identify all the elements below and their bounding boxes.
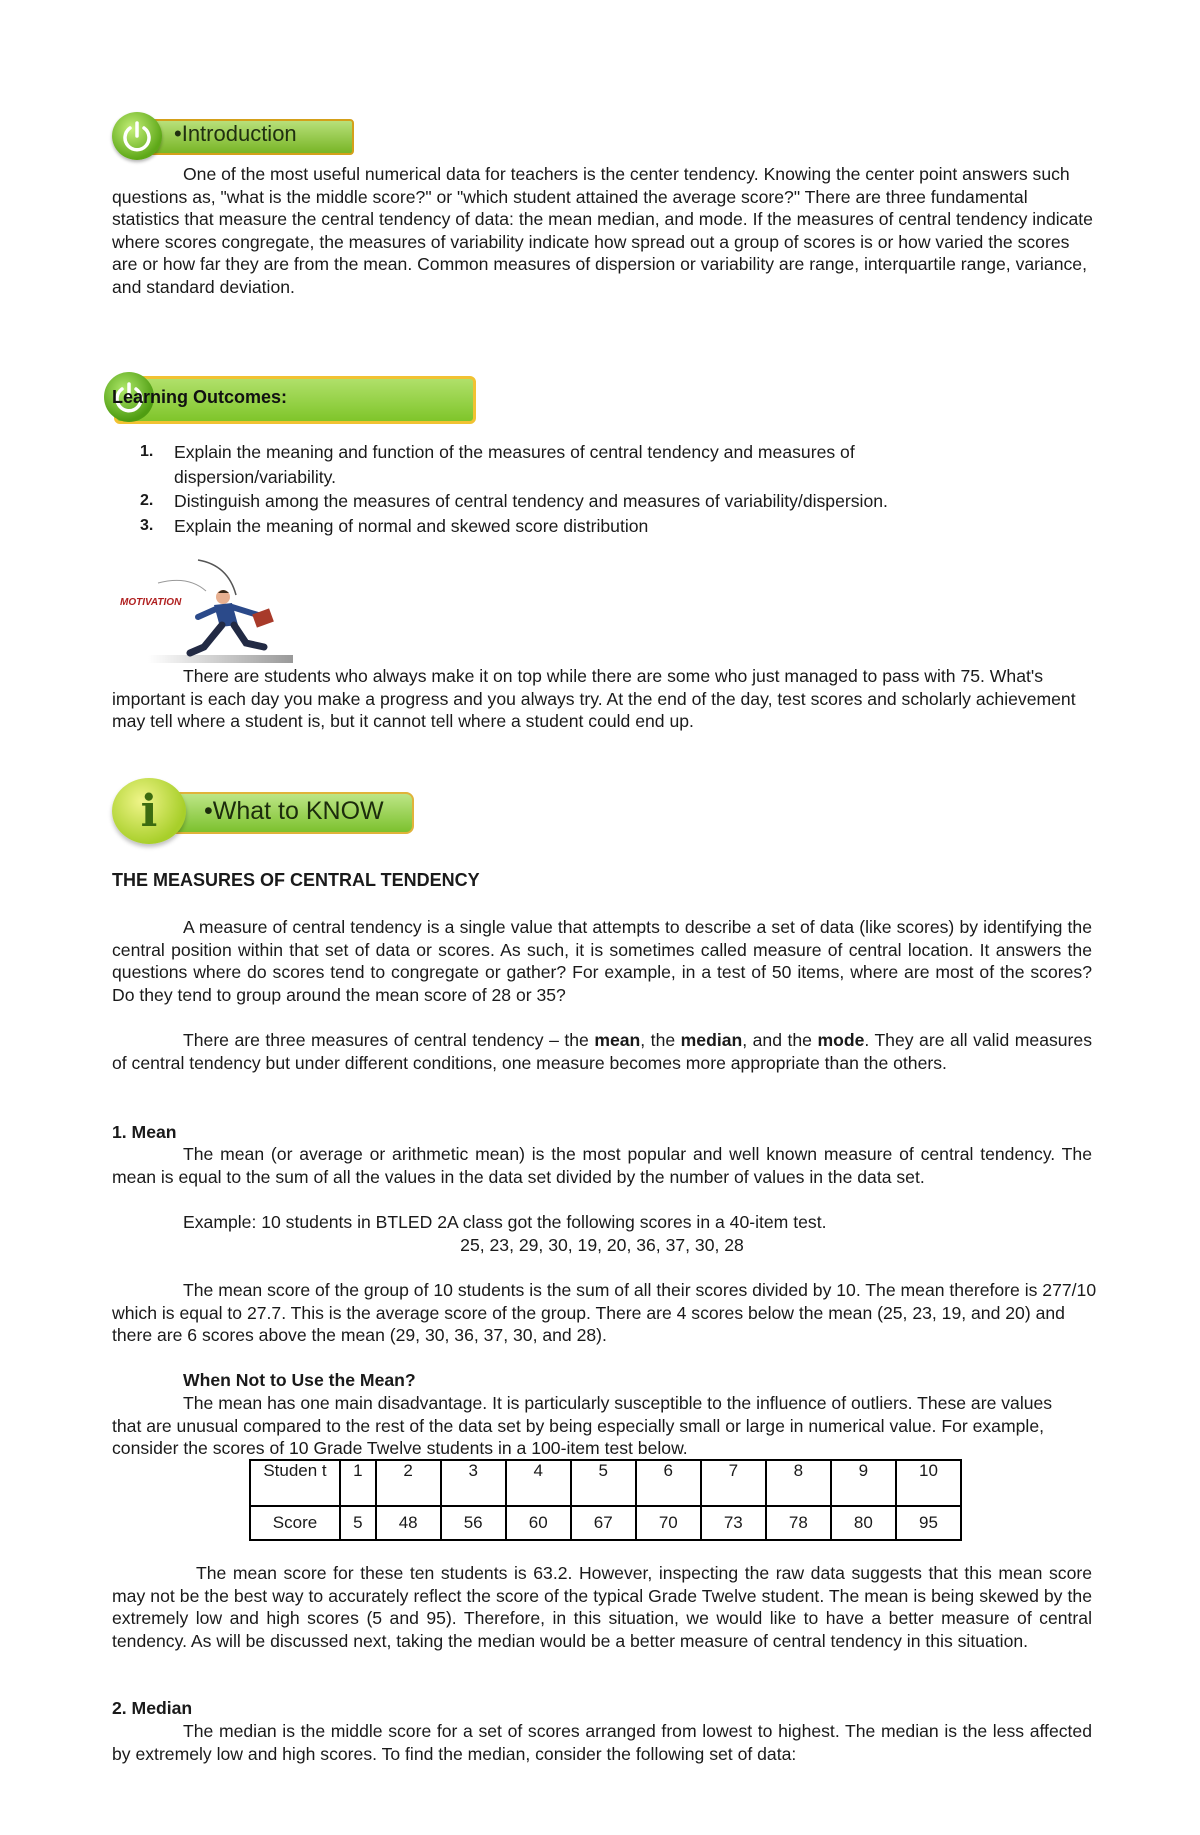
table-cell: Studen t	[250, 1460, 340, 1506]
subheading: When Not to Use the Mean?	[183, 1370, 416, 1390]
example-scores: 25, 23, 29, 30, 19, 20, 36, 37, 30, 28	[460, 1235, 744, 1255]
table-cell: 5	[340, 1506, 376, 1540]
table-cell: 95	[896, 1506, 961, 1540]
table-cell: 80	[831, 1506, 896, 1540]
list-item: 3. Explain the meaning of normal and skewed score distribution	[140, 515, 649, 536]
introduction-text: One of the most useful numerical data for teachers is the center tendency. Knowing the center point answers such questions as, "what is the middle score?" or "which student attained the average score?" There are three fundamental statistics that measure the central tendency of data: the mean median, and mode. If the measures of central tendency indicate where scores congregate, the measures of variability indicate how spread out a group of scores is or how varied the scores are or how far they are from the mean. Common measures of dispersion or variability are range, interquartile range, variance, and standard deviation.	[112, 164, 1093, 297]
table-cell: 60	[506, 1506, 571, 1540]
table-cell: 48	[376, 1506, 441, 1540]
table-cell: 5	[571, 1460, 636, 1506]
paragraph: The median is the middle score for a set of scores arranged from lowest to highest. The median is the less affected by extremely low and high scores. To find the median, consider the following set of data:	[112, 1721, 1092, 1764]
table-cell: 9	[831, 1460, 896, 1506]
motivation-text: There are students who always make it on top while there are some who just managed to pass with 75. What's important is each day you make a progress and you always try. At the end of the day, test scores and scholarly achievement may tell where a student is, but it cannot tell where a student could end up.	[112, 666, 1076, 732]
list-item: 2. Distinguish among the measures of central tendency and measures of variability/dispersion.	[140, 491, 888, 511]
what-to-know-banner	[112, 778, 412, 846]
info-icon: i	[112, 778, 186, 844]
table-cell: 10	[896, 1460, 961, 1506]
list-item: 1. Explain the meaning and function of the measures of central tendency and measures of dispersion/variability.	[140, 442, 855, 487]
table-cell: 8	[766, 1460, 831, 1506]
paragraph: The mean (or average or arithmetic mean) is the most popular and well known measure of central tendency. The mean is equal to the sum of all the values in the data set divided by the number of values in the data set.	[112, 1144, 1092, 1187]
scores-table	[249, 1459, 962, 1541]
table-cell: 67	[571, 1506, 636, 1540]
motivation-image-label: MOTIVATION	[120, 597, 182, 608]
example-text: Example: 10 students in BTLED 2A class got the following scores in a 40-item test.	[183, 1212, 827, 1232]
paragraph: There are three measures of central tendency – the mean, the median, and the mode. They are all valid measures of central tendency but under different conditions, one measure becomes more appropriate than the others.	[112, 1030, 1092, 1073]
introduction-banner-label: •Introduction	[174, 121, 297, 146]
table-cell: 73	[701, 1506, 766, 1540]
paragraph: A measure of central tendency is a single value that attempts to describe a set of data (like scores) by identifying the central position within that set of data or scores. As such, it is sometimes called measure of central location. It answers the questions where do scores tend to congregate or gather? For example, in a test of 50 items, where are most of the scores? Do they tend to group around the mean score of 28 or 35?	[112, 917, 1092, 1005]
mean-heading: 1. Mean	[112, 1122, 177, 1142]
table-cell: 56	[441, 1506, 506, 1540]
learning-outcomes-list	[114, 440, 974, 556]
table-cell: 3	[441, 1460, 506, 1506]
table-cell: 78	[766, 1506, 831, 1540]
table-cell: 1	[340, 1460, 376, 1506]
paragraph: The mean score for these ten students is 63.2. However, inspecting the raw data suggests that this mean score may not be the best way to accurately reflect the score of the typical Grade Twelve student. The mean is being skewed by the extremely low and high scores (5 and 95). Therefore, in this situation, we would like to have a better measure of central tendency. As will be discussed next, taking the median would be a better measure of central tendency in this situation.	[112, 1563, 1092, 1651]
what-to-know-label: •What to KNOW	[204, 797, 384, 825]
table-cell: 6	[636, 1460, 701, 1506]
introduction-banner	[112, 112, 352, 164]
paragraph: The mean has one main disadvantage. It is particularly susceptible to the influence of outliers. These are values that are unusual compared to the rest of the data set by being especially small or large in numerical value. For example, consider the scores of 10 Grade Twelve students in a 100-item test below.	[112, 1393, 1053, 1459]
paragraph: The mean score of the group of 10 students is the sum of all their scores divided by 10. The mean therefore is 277/10 which is equal to 27.7. This is the average score of the group. There are 4 scores below the mean (25, 23, 19, and 20) and there are 6 scores above the mean (29, 30, 36, 37, 30, and 28).	[112, 1280, 1097, 1346]
table-cell: 4	[506, 1460, 571, 1506]
learning-outcomes-label: Learning Outcomes:	[112, 387, 288, 407]
median-heading: 2. Median	[112, 1698, 193, 1718]
power-icon	[112, 112, 162, 160]
section-heading: THE MEASURES OF CENTRAL TENDENCY	[112, 870, 480, 890]
table-cell: 7	[701, 1460, 766, 1506]
table-cell: 70	[636, 1506, 701, 1540]
learning-outcomes-banner	[104, 372, 476, 426]
table-cell: 2	[376, 1460, 441, 1506]
motivation-image	[118, 555, 293, 665]
table-cell: Score	[250, 1506, 340, 1540]
